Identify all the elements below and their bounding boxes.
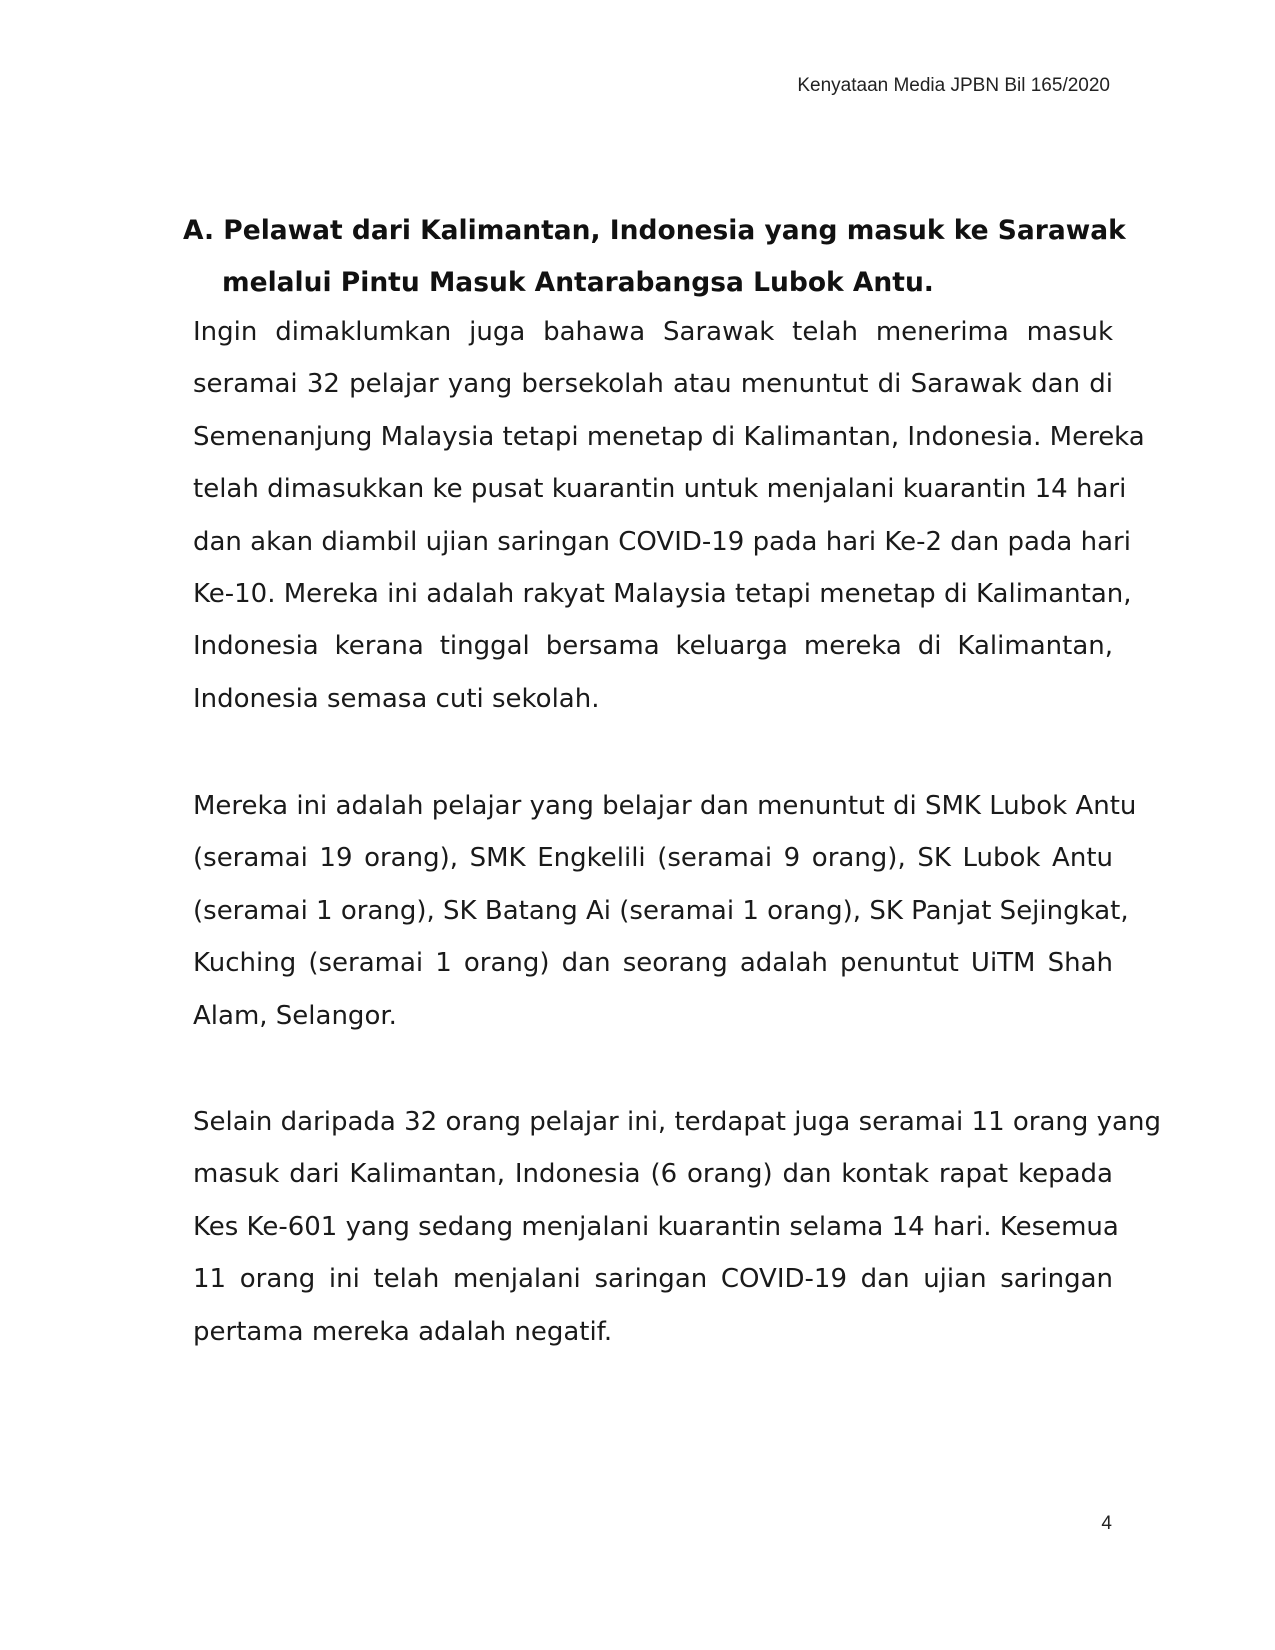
section-heading-line: melalui Pintu Masuk Antarabangsa Lubok Antu. — [222, 267, 934, 298]
paragraph-line: Indonesia semasa cuti sekolah. — [193, 683, 600, 714]
paragraph-line: Selain daripada 32 orang pelajar ini, terdapat juga seramai 11 orang yang — [193, 1107, 1161, 1137]
paragraph-line: seramai 32 pelajar yang bersekolah atau menuntut di Sarawak dan di — [193, 369, 1113, 400]
page-number: 4 — [1101, 1513, 1112, 1534]
paragraph-line: (seramai 19 orang), SMK Engkelili (seramai 9 orang), SK Lubok Antu — [193, 843, 1113, 874]
paragraph-line: Kes Ke-601 yang sedang menjalani kuarantin selama 14 hari. Kesemua — [193, 1211, 1119, 1242]
section-heading — [183, 205, 1126, 309]
paragraph-schools-list — [193, 780, 1137, 1042]
paragraph-line: telah dimasukkan ke pusat kuarantin untuk menjalani kuarantin 14 hari — [193, 474, 1127, 505]
paragraph-line: pertama mereka adalah negatif. — [193, 1316, 613, 1347]
section-heading-line: A. Pelawat dari Kalimantan, Indonesia yang masuk ke Sarawak — [183, 215, 1126, 246]
paragraph-line: Kuching (seramai 1 orang) dan seorang adalah penuntut UiTM Shah — [193, 948, 1113, 979]
paragraph-line: Ke-10. Mereka ini adalah rakyat Malaysia tetapi menetap di Kalimantan, — [193, 579, 1132, 610]
paragraph-line: masuk dari Kalimantan, Indonesia (6 orang) dan kontak rapat kepada — [193, 1159, 1113, 1190]
paragraph-students-entry — [193, 306, 1145, 725]
paragraph-line: dan akan diambil ujian saringan COVID-19 pada hari Ke-2 dan pada hari — [193, 526, 1131, 557]
paragraph-line: Indonesia kerana tinggal bersama keluarga mereka di Kalimantan, — [193, 631, 1113, 662]
document-reference-header: Kenyataan Media JPBN Bil 165/2020 — [797, 75, 1110, 96]
paragraph-line: Semenanjung Malaysia tetapi menetap di Kalimantan, Indonesia. Mereka — [193, 421, 1145, 452]
paragraph-line: (seramai 1 orang), SK Batang Ai (seramai 1 orang), SK Panjat Sejingkat, — [193, 895, 1129, 926]
paragraph-line: Alam, Selangor. — [193, 1000, 397, 1031]
paragraph-additional-arrivals — [193, 1096, 1161, 1358]
paragraph-line: Ingin dimaklumkan juga bahawa Sarawak telah menerima masuk — [193, 317, 1113, 347]
paragraph-line: 11 orang ini telah menjalani saringan COVID-19 dan ujian saringan — [193, 1264, 1113, 1295]
paragraph-line: Mereka ini adalah pelajar yang belajar dan menuntut di SMK Lubok Antu — [193, 791, 1137, 821]
